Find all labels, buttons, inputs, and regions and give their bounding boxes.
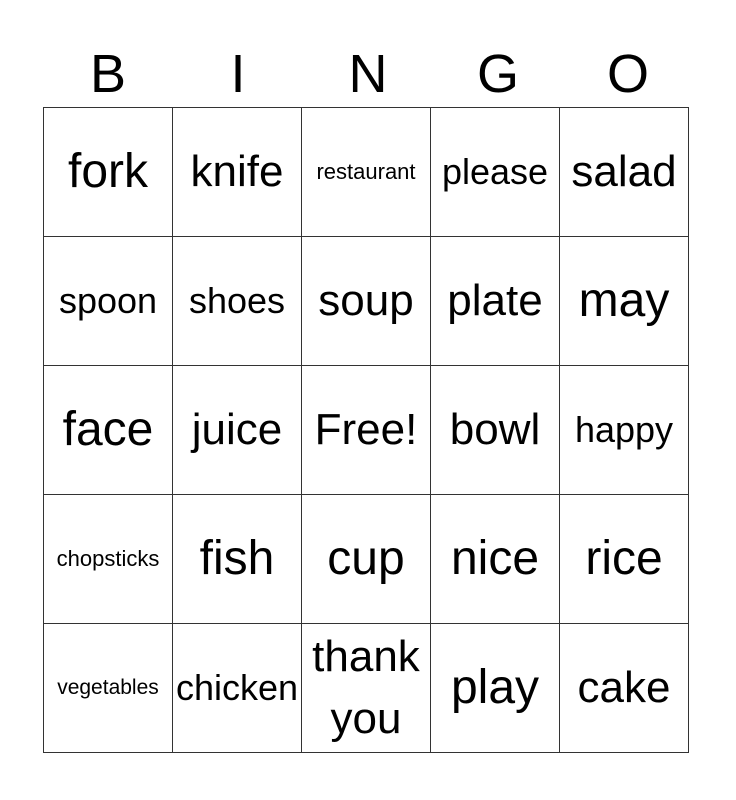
- card-cell[interactable]: [431, 624, 560, 753]
- cell-word: fork: [67, 145, 148, 199]
- card-cell[interactable]: [560, 108, 689, 237]
- cell-word: chicken: [175, 667, 299, 709]
- card-row: [44, 624, 689, 753]
- cell-word: fish: [199, 532, 275, 586]
- cell-word: cup: [327, 532, 405, 586]
- card-cell[interactable]: [173, 495, 302, 624]
- card-row: [44, 495, 689, 624]
- header-letter-b: B: [89, 44, 127, 104]
- card-cell[interactable]: [44, 495, 173, 624]
- card-cell[interactable]: [431, 495, 560, 624]
- cell-word: vegetables: [57, 675, 159, 699]
- card-row: [44, 366, 689, 495]
- card-cell[interactable]: [431, 366, 560, 495]
- cell-word: knife: [190, 146, 284, 196]
- cell-word: soup: [318, 275, 414, 325]
- cell-word: may: [578, 274, 670, 328]
- card-cell[interactable]: [173, 237, 302, 366]
- cell-word: please: [441, 151, 549, 193]
- card-cell[interactable]: [431, 108, 560, 237]
- cell-word: nice: [450, 532, 540, 586]
- card-cell[interactable]: [44, 108, 173, 237]
- cell-word: play: [450, 661, 540, 715]
- cell-word: chopsticks: [56, 546, 160, 572]
- cell-word: restaurant: [316, 159, 416, 185]
- cell-word: salad: [571, 146, 677, 196]
- card-cell[interactable]: [173, 624, 302, 753]
- header-letter-n: N: [348, 44, 388, 104]
- header-letter-g: G: [476, 44, 519, 104]
- card-cell[interactable]: [560, 237, 689, 366]
- card-row: [44, 108, 689, 237]
- card-cell[interactable]: [44, 237, 173, 366]
- cell-word: cake: [577, 662, 671, 712]
- card-cell[interactable]: [431, 237, 560, 366]
- card-cell[interactable]: [302, 366, 431, 495]
- cell-word: thank you: [312, 632, 420, 743]
- card-cell[interactable]: [302, 624, 431, 753]
- card-cell[interactable]: [173, 108, 302, 237]
- cell-word: spoon: [58, 280, 158, 322]
- card-row: [44, 237, 689, 366]
- card-cell[interactable]: [302, 237, 431, 366]
- bingo-header: [43, 40, 693, 108]
- header-letter-i: I: [230, 44, 246, 104]
- card-cell[interactable]: [560, 366, 689, 495]
- cell-word: happy: [574, 409, 674, 451]
- cell-word: bowl: [449, 404, 541, 454]
- cell-word: rice: [585, 532, 663, 586]
- cell-word: Free!: [314, 404, 418, 454]
- cell-word: shoes: [188, 280, 286, 322]
- card-cell[interactable]: [173, 366, 302, 495]
- card-cell[interactable]: [302, 108, 431, 237]
- card-cell[interactable]: [44, 624, 173, 753]
- card-cell[interactable]: [560, 495, 689, 624]
- cell-word: juice: [191, 404, 283, 454]
- header-letter-o: O: [606, 44, 649, 104]
- card-cell[interactable]: [302, 495, 431, 624]
- card-cell[interactable]: [560, 624, 689, 753]
- cell-word: plate: [447, 275, 543, 325]
- card-cell[interactable]: [44, 366, 173, 495]
- bingo-card: [43, 107, 689, 753]
- cell-word: face: [62, 403, 154, 457]
